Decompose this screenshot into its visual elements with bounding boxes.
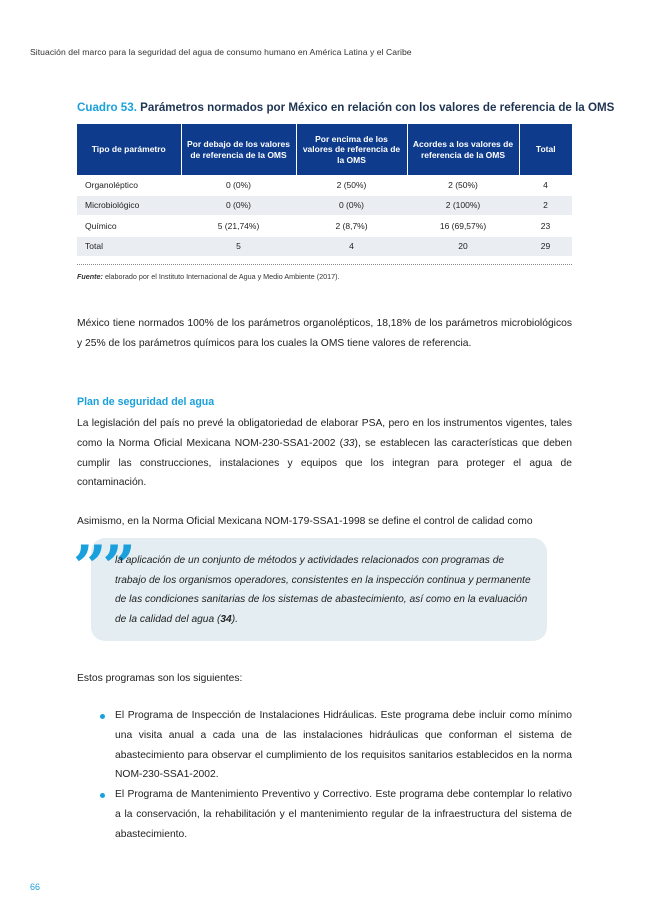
table-title-number: Cuadro 53. [77,101,137,114]
list-item-text: El Programa de Mantenimiento Preventivo y Correctivo. Este programa debe contemplar lo relativo a la conservación, la rehabilitación y el mantenimiento regular de la infraestructura del sistema de abastecimiento. [115,789,572,840]
table-row [77,236,572,257]
table-cell: 4 [519,175,572,195]
table-row [77,216,572,237]
source-label: Fuente: [77,272,103,281]
table-cell: 0 (0%) [296,195,407,216]
paragraph-legislation-text: La legislación del país no prevé la obligatoriedad de elaborar PSA, pero en los instrumentos vigentes, tales como la Norma Oficial Mexicana NOM-230-SSA1-2002 ( [77,418,572,449]
table-cell: 2 [519,195,572,216]
parameters-table [77,124,572,257]
table-header-row [77,124,572,175]
table-cell: Organoléptico [77,175,181,195]
table-cell: 23 [519,216,572,237]
table-cell: 0 (0%) [181,175,296,195]
table-source [77,272,340,281]
header-por-debajo: Por debajo de los valores de referencia de la OMS [181,124,296,175]
paragraph-percentages: México tiene normados 100% de los parámetros organolépticos, 18,18% de los parámetros microbiológicos y 25% de los parámetros químicos para los cuales la OMS tiene valores de referencia. [77,318,572,349]
header-total: Total [519,124,572,175]
table-cell: Químico [77,216,181,237]
list-item [77,706,572,785]
table-cell: Total [77,236,181,257]
programs-list [77,706,572,845]
bullet-icon [100,793,105,798]
list-item-text: El Programa de Inspección de Instalaciones Hidráulicas. Este programa debe incluir como mínimo una visita anual a cada una de las instalaciones hidráulicas que conforman el sistema de abastecimiento para observar el cumplimiento de los requisitos sanitarios establecidos en la norma NOM-230-SSA1-2002. [115,710,572,781]
header-acordes: Acordes a los valores de referencia de la OMS [407,124,519,175]
table-cell: 2 (50%) [407,175,519,195]
page-number: 66 [30,882,41,892]
paragraph-programs: Estos programas son los siguientes: [77,673,243,684]
bullet-icon [100,714,105,719]
reference-33: 33 [343,437,355,449]
table-title-text: Parámetros normados por México en relación con los valores de referencia de la OMS [140,101,615,114]
header-tipo-parametro: Tipo de parámetro [77,124,181,175]
quote-end: ). [231,613,238,625]
table-cell: Microbiológico [77,195,181,216]
reference-34: 34 [220,613,232,625]
table-cell: 5 (21,74%) [181,216,296,237]
table-cell: 4 [296,236,407,257]
table-cell: 2 (50%) [296,175,407,195]
table-row [77,175,572,195]
quote-text [115,551,535,629]
header-por-encima: Por encima de los valores de referencia de la OMS [296,124,407,175]
table-cell: 16 (69,57%) [407,216,519,237]
quote-body: la aplicación de un conjunto de métodos y actividades relacionados con programas de trabajo de los organismos operadores, consistentes en la inspección continua y permanente de las condiciones sanitarias de los sistemas de abastecimiento, así como en la evaluación de la calidad del agua ( [115,555,531,625]
source-text: elaborado por el Instituto Internacional de Agua y Medio Ambiente (2017). [104,272,340,281]
table-row [77,195,572,216]
table-cell: 5 [181,236,296,257]
paragraph-legislation-text-end: ), se establecen las características que deben cumplir las construcciones, instalaciones y equipos que los integran para proteger el agua de contaminación. [77,437,572,489]
quote-icon: ”” [73,533,132,601]
running-header: Situación del marco para la seguridad del agua de consumo humano en América Latina y el Caribe [30,47,412,57]
section-heading: Plan de seguridad del agua [77,396,215,408]
table-cell: 20 [407,236,519,257]
paragraph-legislation [77,414,572,493]
list-item [77,785,572,844]
table-cell: 2 (8,7%) [296,216,407,237]
table-cell: 2 (100%) [407,195,519,216]
table-cell: 29 [519,236,572,257]
table-title [77,101,614,114]
paragraph-quality-control: Asimismo, en la Norma Oficial Mexicana NOM-179-SSA1-1998 se define el control de calidad como [77,516,533,527]
table-cell: 0 (0%) [181,195,296,216]
table-divider [77,264,572,265]
